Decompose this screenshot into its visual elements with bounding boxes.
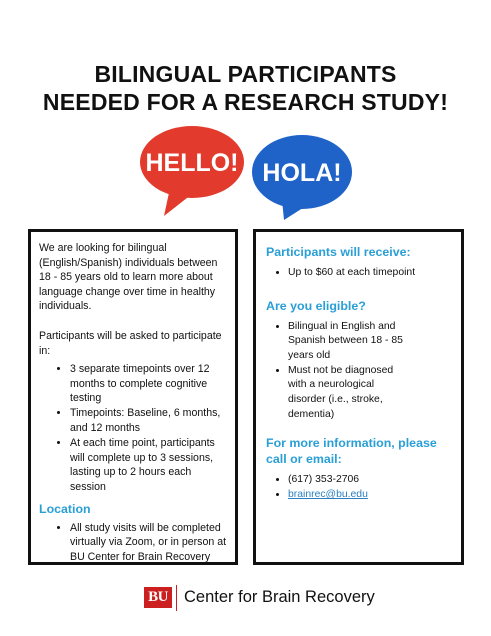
contact-heading: For more information, please call or email: [266, 436, 437, 467]
list-item: • 3 separate timepoints over 12 months to complete cognitive testing [70, 362, 227, 406]
logo-divider [176, 585, 177, 611]
phone-number: • (617) 353-2706 [288, 473, 451, 488]
hello-text: HELLO! [145, 149, 239, 177]
title-line-2: NEEDED FOR A RESEARCH STUDY! [42, 89, 449, 115]
receive-list [266, 266, 451, 281]
intro-text: We are looking for bilingual (English/Spanish) individuals between 18 - 85 years old to learn more about language change over time in healthy individuals. [39, 242, 218, 313]
study-details-box [28, 229, 238, 565]
hola-bubble [252, 135, 352, 220]
email-item [288, 488, 451, 503]
page-title [0, 60, 491, 116]
location-heading: Location [39, 501, 91, 516]
eligible-list [266, 320, 451, 423]
eligibility-box [253, 229, 464, 565]
list-item: • Timepoints: Baseline, 6 months, and 12 months [70, 406, 227, 435]
receive-heading: Participants will receive: [266, 245, 411, 259]
participation-list [39, 362, 227, 494]
eligible-heading: Are you eligible? [266, 298, 366, 313]
list-item: • Bilingual in English and Spanish between 18 - 85 years old [288, 320, 411, 364]
hola-text: HOLA! [262, 159, 342, 187]
speech-bubbles-graphic [140, 124, 370, 220]
greeting-bubbles [140, 124, 370, 220]
participation-intro: Participants will be asked to participate in: [39, 329, 222, 357]
title-line-1: BILINGUAL PARTICIPANTS [94, 61, 397, 87]
bu-logo: BU [144, 587, 172, 608]
organization-name: Center for Brain Recovery [184, 588, 375, 606]
contact-list [266, 473, 451, 503]
hello-bubble [140, 126, 244, 216]
location-list [39, 521, 227, 565]
list-item: • At each time point, participants will complete up to 3 sessions, lasting up to 2 hours each session [70, 436, 227, 494]
list-item: • All study visits will be completed virtually via Zoom, or in person at BU Center for Brain Recovery [70, 521, 227, 565]
email-link[interactable]: brainrec@bu.edu [288, 489, 368, 501]
list-item: • Must not be diagnosed with a neurological disorder (i.e., stroke, dementia) [288, 364, 411, 422]
list-item: • Up to $60 at each timepoint [288, 266, 451, 281]
